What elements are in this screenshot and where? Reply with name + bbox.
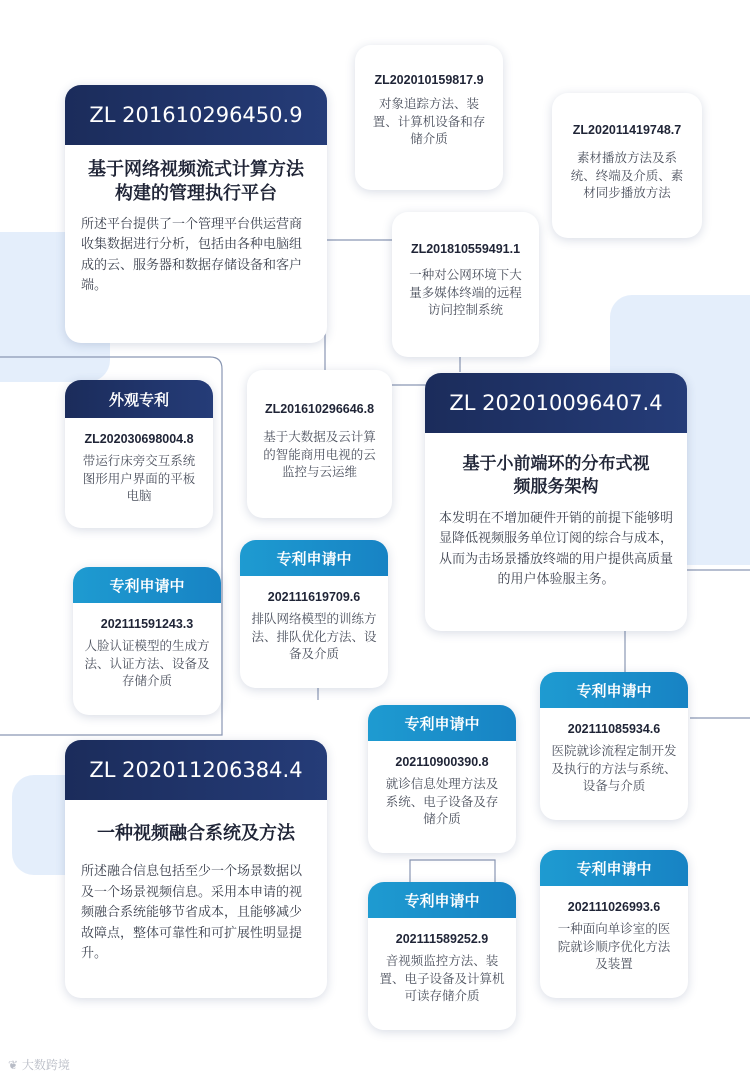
- patent-status-label: 专利申请中: [276, 549, 352, 568]
- patent-description: 医院就诊流程定制开发及执行的方法与系统、设备与介质: [551, 743, 677, 793]
- patent-description: 就诊信息处理方法及系统、电子设备及存储介质: [385, 776, 499, 826]
- patent-card-pending: [240, 540, 388, 688]
- patent-description: 一种面向单诊室的医院就诊顺序优化方法及装置: [557, 921, 671, 971]
- patent-card-small: [552, 93, 702, 238]
- patent-card-small: [247, 370, 392, 518]
- patent-description: 带运行床旁交互系统图形用户界面的平板电脑: [82, 453, 196, 503]
- patent-card-pending: [368, 882, 516, 1030]
- patent-type-header: [65, 380, 213, 418]
- patent-number: ZL201610296646.8: [264, 402, 375, 416]
- patent-number: ZL202011419748.7: [572, 123, 682, 137]
- patent-status-header: [368, 882, 516, 918]
- patent-number: 202111591243.3: [100, 617, 194, 631]
- patent-number: 202111085934.6: [567, 722, 661, 736]
- patent-number: ZL201810559491.1: [410, 242, 521, 256]
- patent-description: 音视频监控方法、装置、电子设备及计算机可读存储介质: [379, 953, 505, 1003]
- patent-status-label: 专利申请中: [576, 681, 652, 700]
- watermark: [8, 1056, 70, 1073]
- patent-number: ZL202010159817.9: [374, 73, 484, 87]
- patent-card-large: [65, 740, 327, 998]
- patent-description: 一种对公网环境下大量多媒体终端的远程访问控制系统: [409, 267, 522, 317]
- patent-number: ZL202030698004.8: [84, 432, 194, 446]
- patent-status-header: [73, 567, 221, 603]
- patent-description: 基于大数据及云计算的智能商用电视的云监控与云运维: [263, 429, 376, 479]
- patent-status-label: 专利申请中: [576, 859, 652, 878]
- patent-title: 基于小前端环的分布式视频服务架构: [462, 454, 650, 497]
- patent-status-header: [540, 672, 688, 708]
- patent-title: 一种视频融合系统及方法: [97, 823, 295, 844]
- patent-title: 基于网络视频流式计算方法构建的管理执行平台: [88, 159, 304, 205]
- patent-status-label: 专利申请中: [404, 891, 480, 910]
- patent-number-header: [425, 373, 687, 433]
- patent-card-pending: [540, 672, 688, 820]
- patent-card-pending: [368, 705, 516, 853]
- watermark-text: 大数跨境: [21, 1058, 70, 1072]
- patent-card-small: [355, 45, 503, 190]
- patent-number: 202111589252.9: [395, 932, 489, 946]
- patent-description: 人脸认证模型的生成方法、认证方法、设备及存储介质: [84, 638, 210, 688]
- patent-summary: 本发明在不增加硬件开销的前提下能够明显降低视频服务单位订阅的综合与成本，从而为击场景播放终端的用户提供高质量的用户体验服主务。: [439, 510, 674, 588]
- patent-number-header: [65, 740, 327, 800]
- patent-status-label: 专利申请中: [109, 576, 185, 595]
- patent-description: 素材播放方法及系统、终端及介质、素材同步播放方法: [570, 150, 684, 200]
- patent-card-large: [65, 85, 327, 343]
- patent-status-header: [540, 850, 688, 886]
- patent-summary: 所述融合信息包括至少一个场景数据以及一个场景视频信息。采用本申请的视频融合系统能够节省成本，且能够减少故障点，整体可靠性和可扩展性明显提升。: [81, 864, 303, 962]
- patent-number: ZL 202010096407.4: [449, 391, 663, 415]
- patent-card-pending: [540, 850, 688, 998]
- patent-number: 202111026993.6: [567, 900, 661, 914]
- patent-status-label: 专利申请中: [404, 714, 480, 733]
- patent-card-large: [425, 373, 687, 631]
- patent-number-header: [65, 85, 327, 145]
- patent-summary: 所述平台提供了一个管理平台供运营商收集数据进行分析，包括由各种电脑组成的云、服务器和数据存储设备和客户端。: [81, 216, 303, 294]
- watermark-logo-icon: ❦: [8, 1058, 19, 1072]
- patent-type-label: 外观专利: [108, 390, 169, 409]
- patent-number: 202111619709.6: [267, 590, 361, 604]
- patent-status-header: [240, 540, 388, 576]
- patent-card-small: [392, 212, 539, 357]
- patent-description: 对象追踪方法、装置、计算机设备和存储介质: [372, 96, 486, 146]
- patent-number: 202110900390.8: [395, 755, 489, 769]
- patent-number: ZL 201610296450.9: [89, 103, 303, 127]
- patent-status-header: [368, 705, 516, 741]
- patent-description: 排队网络模型的训练方法、排队优化方法、设备及介质: [251, 611, 377, 661]
- patent-number: ZL 202011206384.4: [89, 758, 303, 782]
- patent-card-design: [65, 380, 213, 528]
- patent-card-pending: [73, 567, 221, 715]
